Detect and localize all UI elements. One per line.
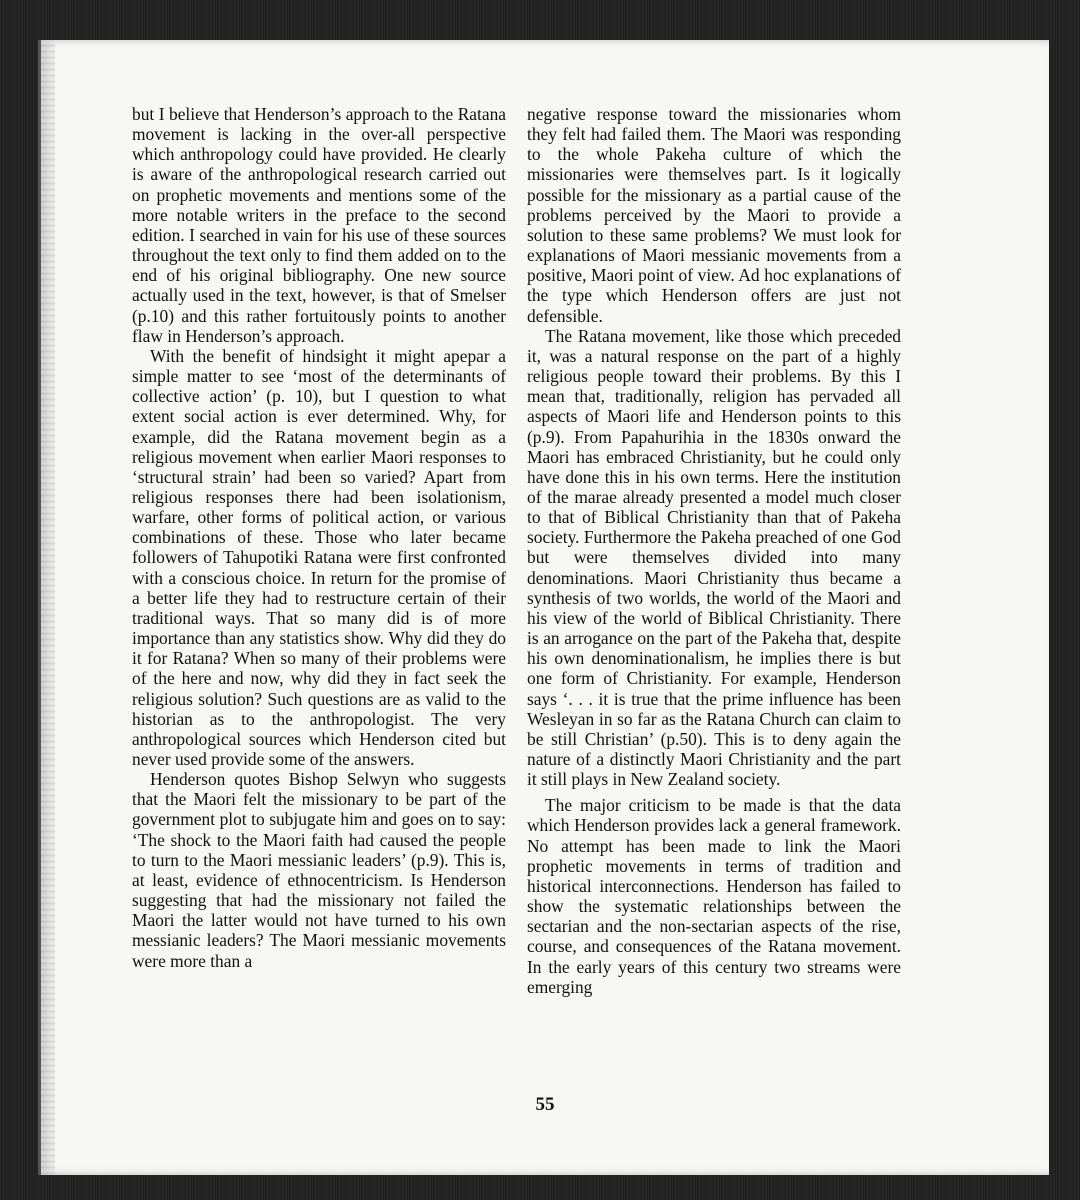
page-number: 55 xyxy=(535,1094,555,1115)
right-paragraph-3: The major criticism to be made is that the data which Henderson provides lack a general framework. No attempt has been made to link the Maori prophetic movements in terms of tradition and historical interconnections. Henderson has failed to show the systematic relationships between the sectarian and the non-sectarian aspects of the rise, course, and consequences of the Ratana movement. In the early years of this century two streams were emerging xyxy=(527,795,901,997)
book-page xyxy=(38,40,1049,1175)
left-paragraph-3: Henderson quotes Bishop Selwyn who suggests that the Maori felt the missionary to be part of the government plot to subjugate him and goes on to say: ‘The shock to the Maori faith had caused the people to turn to the Maori messianic leaders’ (p.9). This is, at least, evidence of ethnocentricism. Is Henderson suggesting that had the missionary not failed the Maori the latter would not have turned to his own messianic leaders? The Maori messianic movements were more than a xyxy=(132,769,506,971)
left-column xyxy=(132,104,506,971)
left-paragraph-1: but I believe that Henderson’s approach to the Ratana movement is lacking in the over-all perspective which anthropology could have provided. He clearly is aware of the anthropological research carried out on prophetic movements and mentions some of the more notable writers in the preface to the second edition. I searched in vain for his use of these sources throughout the text only to find them added on to the end of his original bibliography. One new source actually used in the text, however, is that of Smelser (p.10) and this rather fortuitously points to another flaw in Henderson’s approach. xyxy=(132,104,506,346)
right-column xyxy=(527,104,901,997)
page-gutter xyxy=(41,40,55,1175)
right-paragraph-2: The Ratana movement, like those which preceded it, was a natural response on the part of a highly religious people toward their problems. By this I mean that, traditionally, religion has pervaded all aspects of Maori life and Henderson points to this (p.9). From Papahurihia in the 1830s onward the Maori has embraced Christianity, but he could only have done this in his own terms. Here the institution of the marae already presented a model much closer to that of Biblical Christianity than that of Pakeha society. Furthermore the Pakeha preached of one God but were themselves divided into many denominations. Maori Christianity thus became a synthesis of two worlds, the world of the Maori and his view of the world of Biblical Christianity. There is an arrogance on the part of the Pakeha that, despite his own denominationalism, he implies there is but one form of Christianity. For example, Henderson says ‘. . . it is true that the prime influence has been Wesleyan in so far as the Ratana Church can claim to be still Christian’ (p.50). This is to deny again the nature of a distinctly Maori Christianity and the part it still plays in New Zealand society. xyxy=(527,325,901,790)
right-paragraph-1: negative response toward the missionaries whom they felt had failed them. The Maori was responding to the whole Pakeha culture of which the missionaries were themselves part. Is it logically possible for the missionary as a partial cause of the problems perceived by the Maori to provide a solution to these same problems? We must look for explanations of Maori messianic movements from a positive, Maori point of view. Ad hoc explanations of the type which Henderson offers are just not defensible. xyxy=(527,104,901,326)
left-paragraph-2: With the benefit of hindsight it might apepar a simple matter to see ‘most of the determinants of collective action’ (p. 10), but I question to what extent social action is ever determined. Why, for example, did the Ratana movement begin as a religious movement when earlier Maori responses to ‘structural strain’ had been so varied? Apart from religious responses there had been isolationism, warfare, other forms of political action, or various combinations of these. Those who later became followers of Tahupotiki Ratana were first confronted with a conscious choice. In return for the promise of a better life they had to restructure certain of their traditional ways. That so many did is of more importance than any statistics show. Why did they do it for Ratana? When so many of their problems were of the here and now, why did they in fact seek the religious solution? Such questions are as valid to the historian as to the anthropologist. The very anthropological sources which Henderson cited but never used provide some of the answers. xyxy=(132,345,506,769)
